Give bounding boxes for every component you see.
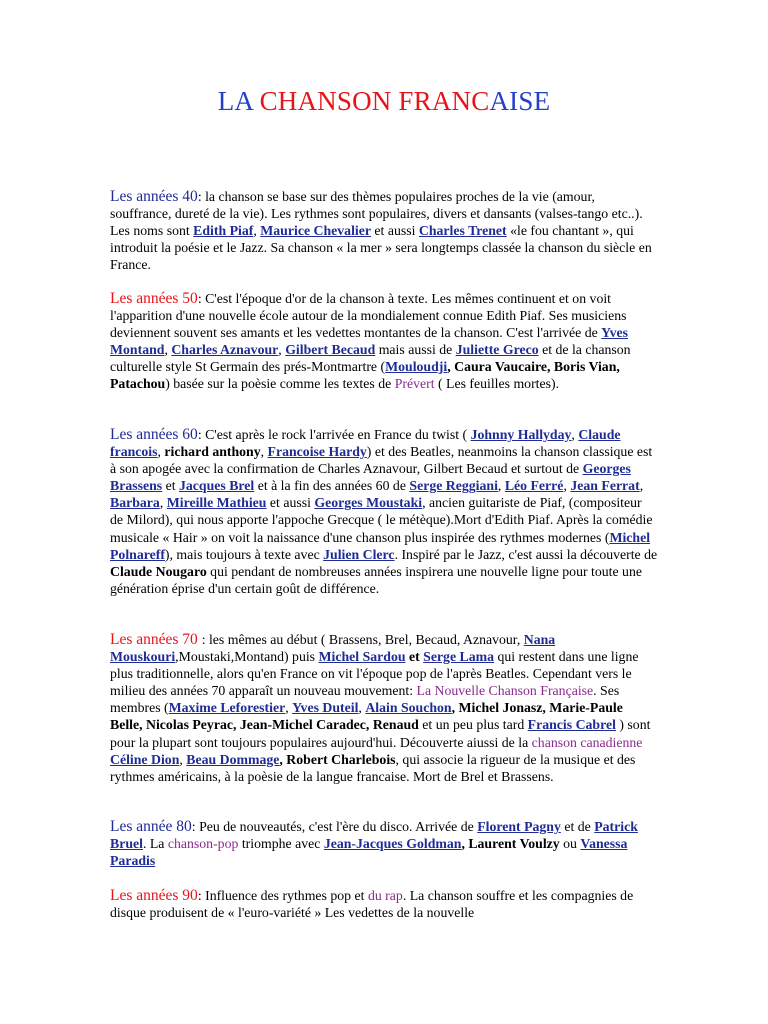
- paragraph-text: ,: [253, 223, 261, 239]
- section-heading: Les années 40: [110, 188, 198, 205]
- paragraph-text: triomphe avec: [238, 836, 324, 852]
- paragraph-text: : Peu de nouveautés, c'est l'ère du disco. Arrivée de: [191, 819, 478, 834]
- paragraph-text: ,Moustaki,Montand) puis: [175, 649, 319, 665]
- paragraph-text: ,: [285, 700, 293, 716]
- paragraph-text: ( Les feuilles mortes).: [434, 376, 560, 392]
- artist-link-charles-trenet[interactable]: Charles Trenet: [418, 223, 507, 239]
- purple-term-du-rap: du rap: [367, 888, 403, 903]
- artist-name-claude-nougaro: Claude Nougaro: [110, 563, 207, 579]
- artist-names-bold: Caura Vaucaire, Boris Vian, Patachou: [110, 359, 620, 392]
- paragraph-text: ,: [497, 478, 505, 494]
- section-heading: Les années 60: [110, 426, 198, 443]
- artist-link-georges-moustaki[interactable]: Georges Moustaki: [314, 495, 423, 511]
- paragraph-text: ,: [563, 478, 571, 494]
- paragraph-text: ,: [571, 427, 579, 442]
- paragraph-text: ) sont pour la plupart sont toujours populaires aujourd'hui. Découverte aiussi de la: [110, 717, 651, 750]
- paragraph-text: et aussi: [266, 495, 315, 511]
- paragraph-text: mais aussi de: [375, 342, 456, 358]
- section-heading: Les année 80: [110, 818, 192, 835]
- artist-link-michel-polnareff[interactable]: Michel Polnareff: [110, 529, 651, 562]
- paragraph-text: : C'est l'époque d'or de la chanson à texte. Les mêmes continuent et on voit l'apparition d'une nouvelle école autour de la mondialement connue Edith Piaf. Ses musiciens deviennent souvent ses amants et les vedettes montantes de la chanson. C'est l'arrivée de: [110, 291, 627, 341]
- section-heading: Les années 90: [110, 887, 198, 904]
- artist-link-jacques-brel[interactable]: Jacques Brel: [179, 478, 255, 494]
- paragraph-text: ) basée sur la poèsie comme les textes de: [165, 376, 395, 392]
- paragraph-text: : C'est après le rock l'arrivée en France du twist (: [197, 427, 471, 442]
- paragraph-text: . La: [142, 836, 168, 852]
- purple-term-chanson-pop: chanson-pop: [167, 836, 239, 852]
- title-part-chanson: CHANSON FRANC: [259, 86, 490, 116]
- paragraph-text: ) et des Beatles, neanmoins la chanson classique est à son apogée avec la confirmation de Charles Aznavour, Gilbert Becaud et surtout de: [110, 444, 653, 477]
- paragraph-text: : les mêmes au début ( Brassens, Brel, Becaud, Aznavour,: [201, 632, 524, 647]
- artist-link-johnny-hallyday[interactable]: Johnny Hallyday: [470, 427, 572, 442]
- artist-link-alain-souchon[interactable]: Alain Souchon: [365, 700, 452, 716]
- paragraph-text: et à la fin des années 60 de: [254, 478, 410, 494]
- artist-link-francis-cabrel[interactable]: Francis Cabrel: [527, 717, 616, 733]
- purple-term-nouvelle-chanson: La Nouvelle Chanson Française: [416, 683, 594, 699]
- paragraph-text: et de la chanson culturelle style St Germain des prés-Montmartre (: [110, 342, 631, 375]
- artist-link-edith-piaf[interactable]: Edith Piaf: [193, 223, 254, 239]
- paragraph-text: ,: [447, 359, 451, 375]
- paragraph-text: . Ses membres (: [110, 683, 620, 716]
- artist-link-yves-duteil[interactable]: Yves Duteil: [292, 700, 359, 716]
- paragraph-text: ,: [179, 751, 187, 767]
- paragraph-text: ,: [278, 342, 286, 358]
- artist-link-juliette-greco[interactable]: Juliette Greco: [455, 342, 539, 358]
- section-annees-50: [110, 290, 658, 393]
- paragraph-text: ,: [358, 700, 366, 716]
- artist-link-jean-jacques-goldman[interactable]: Jean-Jacques Goldman: [323, 836, 462, 852]
- paragraph-text: qui restent dans une ligne plus traditionnelle, alors qu'en France on vit l'époque pop de l'après Beatles. Cependant vers le milieu des années 70 apparaît un nouveau mouvement:: [110, 649, 639, 699]
- purple-term-chanson-canadienne: chanson canadienne: [531, 734, 643, 750]
- artist-link-vanessa-paradis[interactable]: Vanessa Paradis: [110, 836, 628, 869]
- artist-link-mouloudji[interactable]: Mouloudji: [385, 359, 448, 375]
- title-part-aise: AISE: [489, 86, 551, 116]
- artist-link-gilbert-becaud[interactable]: Gilbert Becaud: [285, 342, 376, 358]
- artist-link-celine-dion[interactable]: Céline Dion: [110, 751, 180, 767]
- section-annees-60: [110, 426, 658, 597]
- section-heading: Les années 50: [110, 290, 198, 307]
- artist-names-bold: , Michel Jonasz, Marie-Paule Belle, Nicolas Peyrac, Jean-Michel Caradec, Renaud: [110, 700, 623, 733]
- artist-link-claude-francois[interactable]: Claude francois: [110, 427, 621, 460]
- artist-link-maxime-leforestier[interactable]: Maxime Leforestier: [168, 700, 286, 716]
- artist-name-robert-charlebois: , Robert Charlebois: [279, 751, 396, 767]
- paragraph-text: : Influence des rythmes pop et: [197, 888, 368, 903]
- paragraph-text: ,: [164, 342, 172, 358]
- section-annees-80: [110, 818, 658, 869]
- artist-link-francoise-hardy[interactable]: Francoise Hardy: [267, 444, 367, 460]
- paragraph-text: . Inspiré par le Jazz, c'est aussi la découverte de: [394, 546, 658, 562]
- artist-link-yves-montand[interactable]: Yves Montand: [110, 325, 628, 358]
- paragraph-text: «le fou chantant », qui introduit la poésie et le Jazz. Sa chanson « la mer » sera longtemps classée la chanson du siècle en France.: [110, 223, 652, 273]
- paragraph-text: , ancien guitariste de Piaf, (compositeur de Milord), qui nous apporte l'appoche Grecque ( le métèque).Mort d'Edith Piaf. Après la comédie musicale « Hair » on voit la naissance d'une chanson plus inspirée des rythmes modernes (: [110, 495, 653, 545]
- artist-link-leo-ferre[interactable]: Léo Ferré: [504, 478, 564, 494]
- section-annees-70: [110, 631, 658, 785]
- artist-link-michel-sardou[interactable]: Michel Sardou: [318, 649, 406, 665]
- paragraph-text: : la chanson se base sur des thèmes populaires proches de la vie (amour, souffrance, dureté de la vie). Les rythmes sont populaires, divers et dansants (valses-tango etc..). Les noms sont: [110, 189, 643, 239]
- paragraph-text: et un peu plus tard: [418, 717, 528, 733]
- artist-link-patrick-bruel[interactable]: Patrick Bruel: [110, 819, 638, 852]
- page-title: [0, 86, 768, 117]
- artist-link-georges-brassens[interactable]: Georges Brassens: [110, 461, 631, 494]
- paragraph-text: . La chanson souffre et les compagnies de disque produisent de « l'euro-variété » Les vedettes de la nouvelle: [110, 888, 634, 921]
- paragraph-text: ), mais toujours à texte avec: [164, 546, 324, 562]
- artist-link-serge-reggiani[interactable]: Serge Reggiani: [409, 478, 498, 494]
- paragraph-text: et: [405, 649, 424, 665]
- artist-link-florent-pagny[interactable]: Florent Pagny: [477, 819, 561, 834]
- paragraph-text: et: [162, 478, 179, 494]
- section-annees-40: [110, 188, 658, 273]
- artist-link-serge-lama[interactable]: Serge Lama: [423, 649, 495, 665]
- paragraph-text: ,: [639, 478, 644, 494]
- purple-term-prevert: Prévert: [394, 376, 435, 392]
- paragraph-text: ,: [157, 444, 165, 460]
- paragraph-text: , qui associe la rigueur de la musique et des rythmes américains, à la poèsie de la langue francaise. Mort de Brel et Brassens.: [110, 751, 636, 784]
- paragraph-text: ,: [260, 444, 268, 460]
- artist-link-jean-ferrat[interactable]: Jean Ferrat: [570, 478, 640, 494]
- artist-link-charles-aznavour[interactable]: Charles Aznavour: [171, 342, 279, 358]
- artist-link-julien-clerc[interactable]: Julien Clerc: [323, 546, 395, 562]
- paragraph-text: et de: [560, 819, 595, 834]
- paragraph-text: ou: [559, 836, 581, 852]
- section-heading: Les années 70: [110, 631, 202, 648]
- artist-link-beau-dommage[interactable]: Beau Dommage: [186, 751, 280, 767]
- paragraph-text: qui pendant de nombreuses années inspirera une nouvelle ligne pour toute une génération éprise d'un certain goût de différence.: [110, 563, 642, 596]
- artist-link-maurice-chevalier[interactable]: Maurice Chevalier: [260, 223, 371, 239]
- section-annees-90: [110, 887, 658, 921]
- title-part-la: LA: [217, 86, 260, 116]
- paragraph-text: et aussi: [370, 223, 419, 239]
- artist-name-laurent-voulzy: , Laurent Voulzy: [461, 836, 560, 852]
- paragraph-text: ,: [159, 495, 167, 511]
- artist-link-barbara[interactable]: Barbara: [110, 495, 160, 511]
- artist-link-nana-mouskouri[interactable]: Nana Mouskouri: [110, 632, 556, 665]
- artist-link-mireille-mathieu[interactable]: Mireille Mathieu: [166, 495, 267, 511]
- artist-name-richard-anthony: richard anthony: [164, 444, 261, 460]
